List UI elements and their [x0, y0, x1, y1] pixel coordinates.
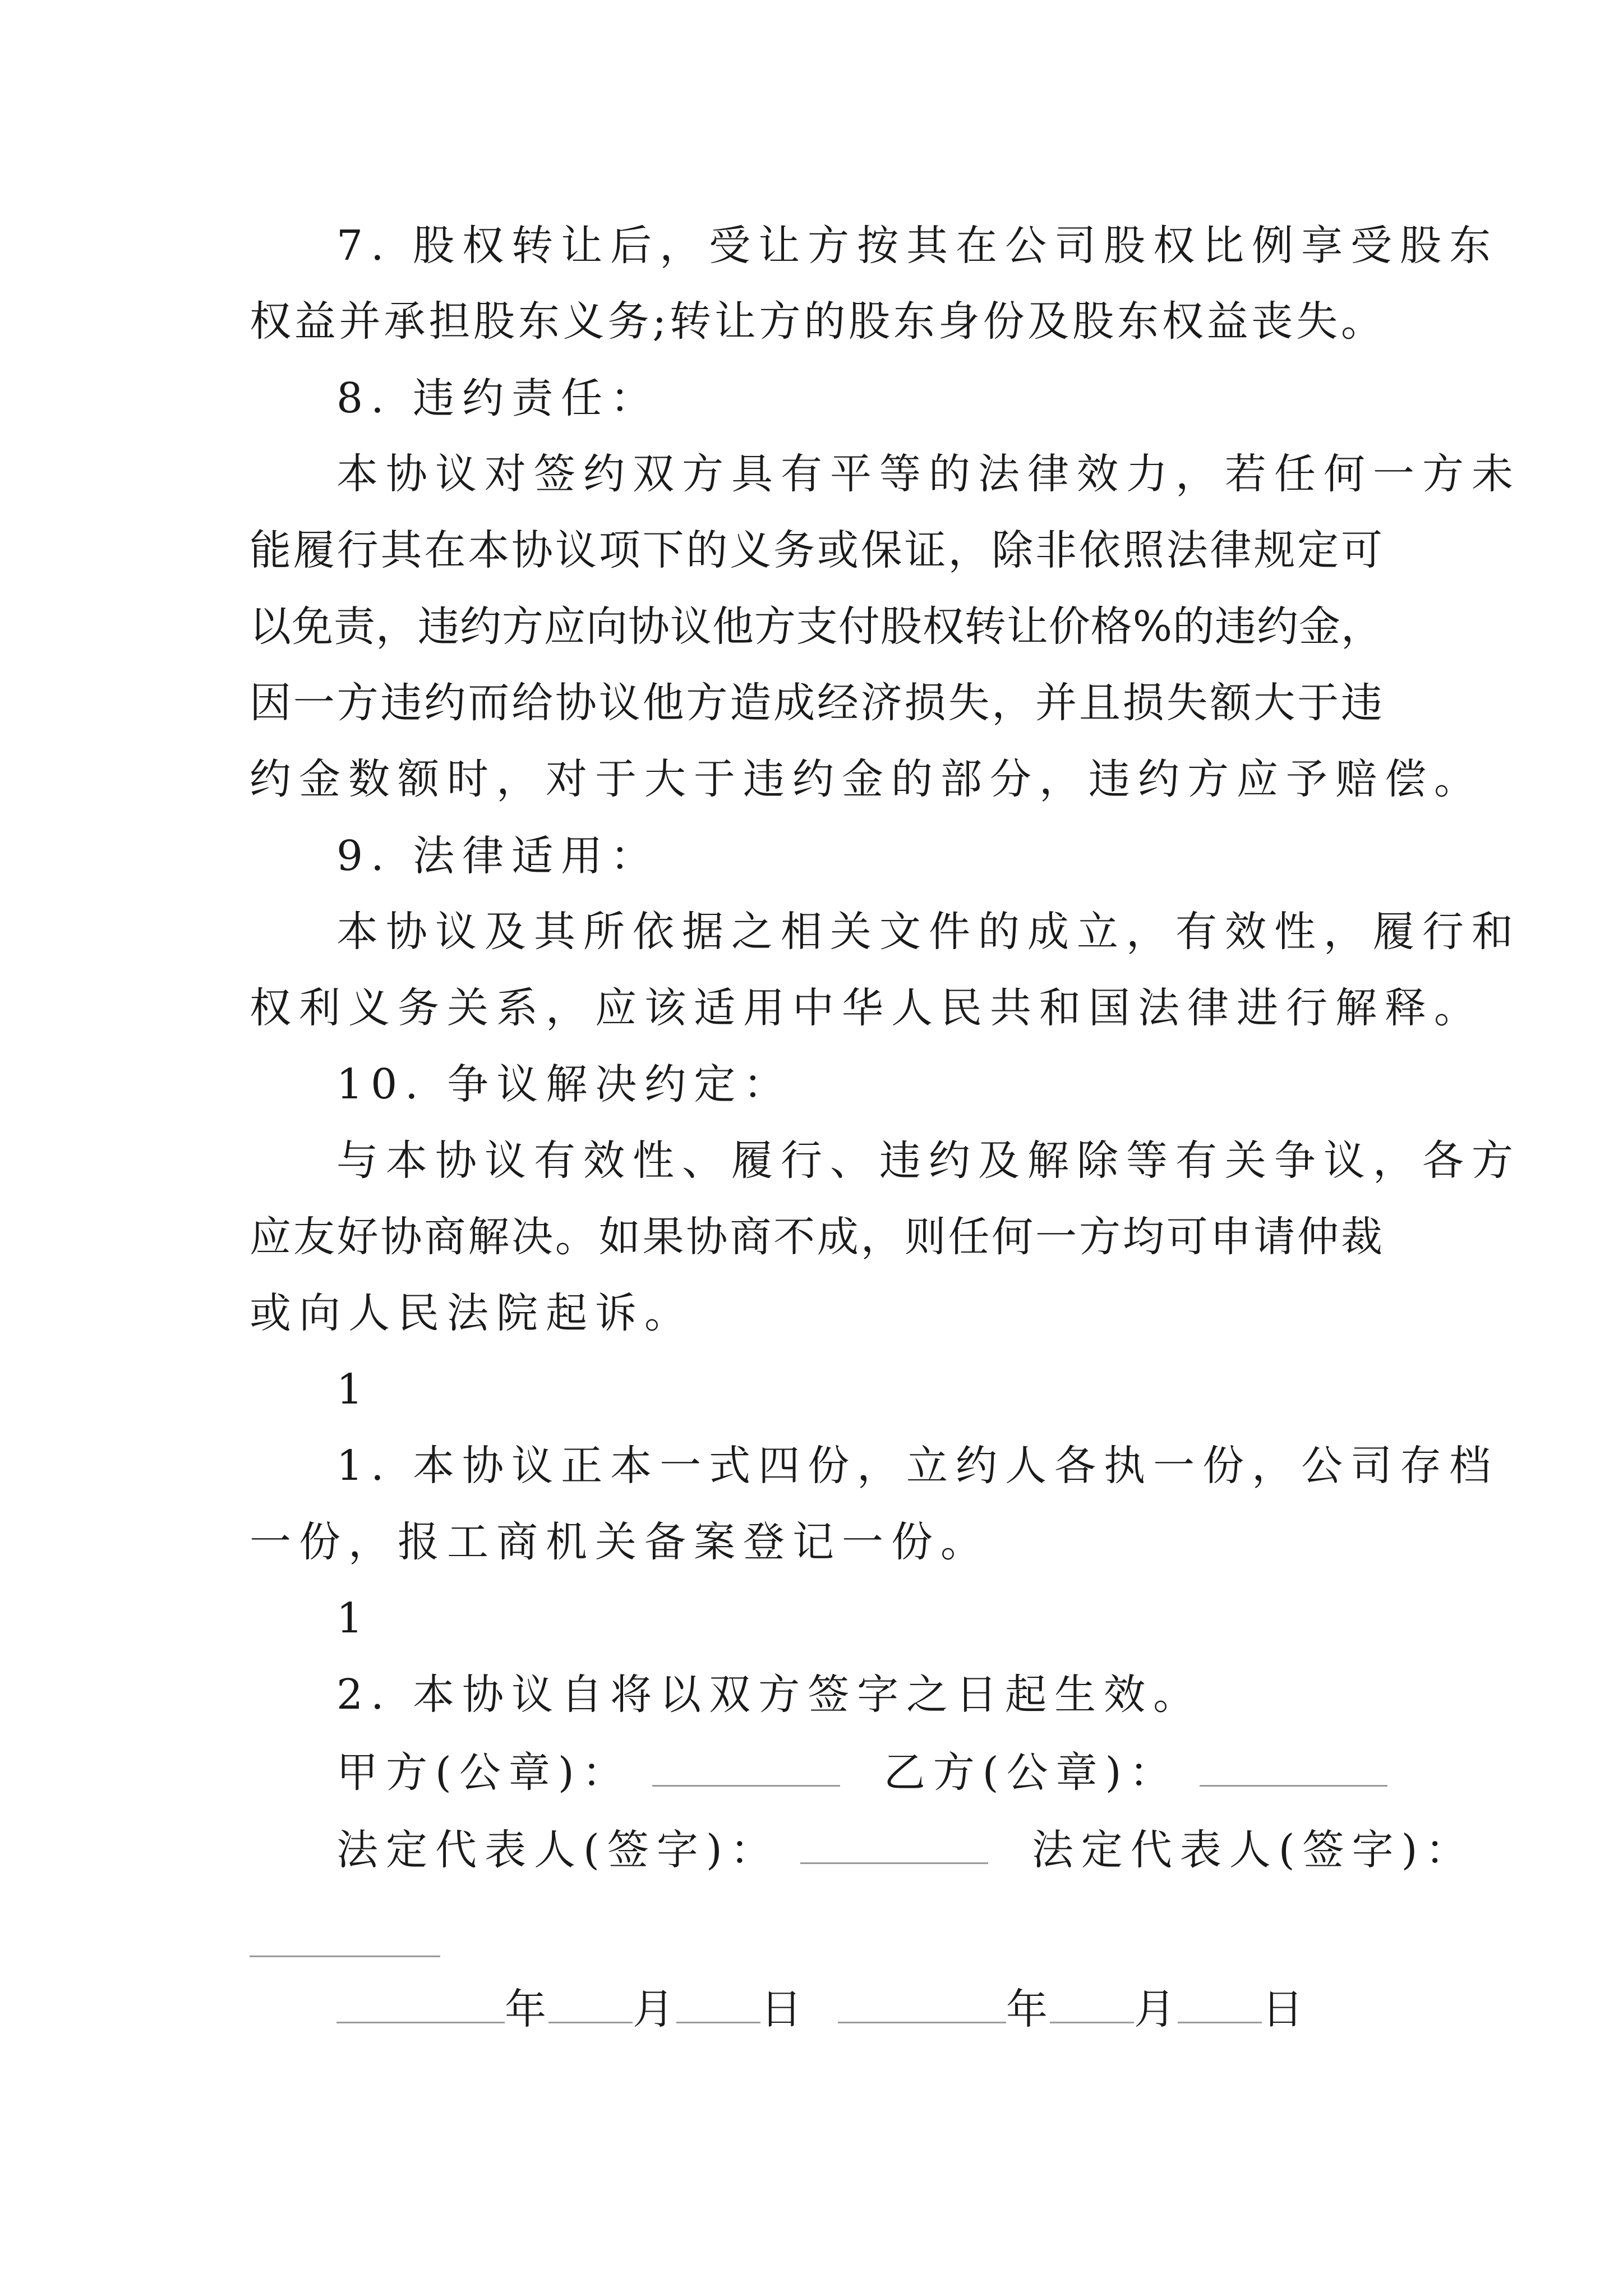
party-seal-row [336, 1746, 1385, 1798]
paragraph-line: 本协议对签约双方具有平等的法律效力，若任何一方未 [336, 450, 1521, 498]
rep-a-blank [800, 1823, 988, 1864]
paragraph-line: 因一方违约而给协议他方造成经济损失，并且损失额大于违 [250, 679, 1382, 727]
paragraph-line: 权利义务关系，应该适用中华人民共和国法律进行解释。 [250, 984, 1483, 1032]
month-b-label: 月 [1134, 1985, 1178, 2033]
party-b-seal-blank [1200, 1746, 1387, 1787]
day-a-blank [676, 1982, 760, 2023]
paragraph-line: 本协议及其所依据之相关文件的成立，有效性，履行和 [336, 908, 1521, 956]
representative-row [336, 1823, 1475, 1875]
party-b-seal-label: 乙方(公章)： [883, 1749, 1179, 1797]
section-heading: 9. 法律适用： [336, 832, 660, 880]
month-a-label: 月 [633, 1985, 676, 2033]
rep-b-blank [250, 1955, 440, 1957]
party-a-seal-blank [652, 1746, 840, 1787]
day-b-label: 日 [1262, 1985, 1306, 2033]
paragraph-line: 2. 本协议自将以双方签字之日起生效。 [336, 1671, 1203, 1719]
party-a-seal-label: 甲方(公章)： [336, 1749, 631, 1797]
paragraph-line: 或向人民法院起诉。 [250, 1289, 694, 1337]
year-a-blank [336, 1982, 505, 2023]
stray-number: 1 [336, 1365, 371, 1414]
paragraph-line: 约金数额时，对于大于违约金的部分，违约方应予赔偿。 [250, 755, 1483, 803]
year-b-label: 年 [1006, 1985, 1050, 2033]
month-b-blank [1050, 1982, 1134, 2023]
paragraph-line: 1. 本协议正本一式四份，立约人各执一份，公司存档 [336, 1442, 1499, 1490]
paragraph-line: 与本协议有效性、履行、违约及解除等有关争议，各方 [336, 1137, 1521, 1185]
paragraph-line: 能履行其在本协议项下的义务或保证，除非依照法律规定可 [250, 526, 1382, 574]
paragraph-line: 7. 股权转让后，受让方按其在公司股权比例享受股东 [336, 222, 1499, 270]
paragraph-line: 应友好协商解决。如果协商不成，则任何一方均可申请仲裁 [250, 1213, 1382, 1261]
stray-number: 1 [336, 1594, 371, 1642]
month-a-blank [548, 1982, 633, 2023]
year-a-label: 年 [505, 1985, 548, 2033]
section-heading: 8. 违约责任： [336, 374, 660, 422]
year-b-blank [838, 1982, 1006, 2023]
date-row [336, 1982, 1385, 2035]
section-heading: 10. 争议解决约定： [336, 1060, 793, 1108]
paragraph-line: 权益并承担股东义务;转让方的股东身份及股东权益丧失。 [250, 297, 1382, 346]
day-b-blank [1178, 1982, 1262, 2023]
rep-b-label: 法定代表人(签字)： [1031, 1826, 1475, 1874]
day-a-label: 日 [760, 1985, 804, 2033]
paragraph-line: 一份，报工商机关备案登记一份。 [250, 1518, 990, 1566]
rep-a-label: 法定代表人(签字)： [336, 1826, 780, 1874]
paragraph-line: 以免责，违约方应向协议他方支付股权转让价格%的违约金， [250, 602, 1382, 651]
